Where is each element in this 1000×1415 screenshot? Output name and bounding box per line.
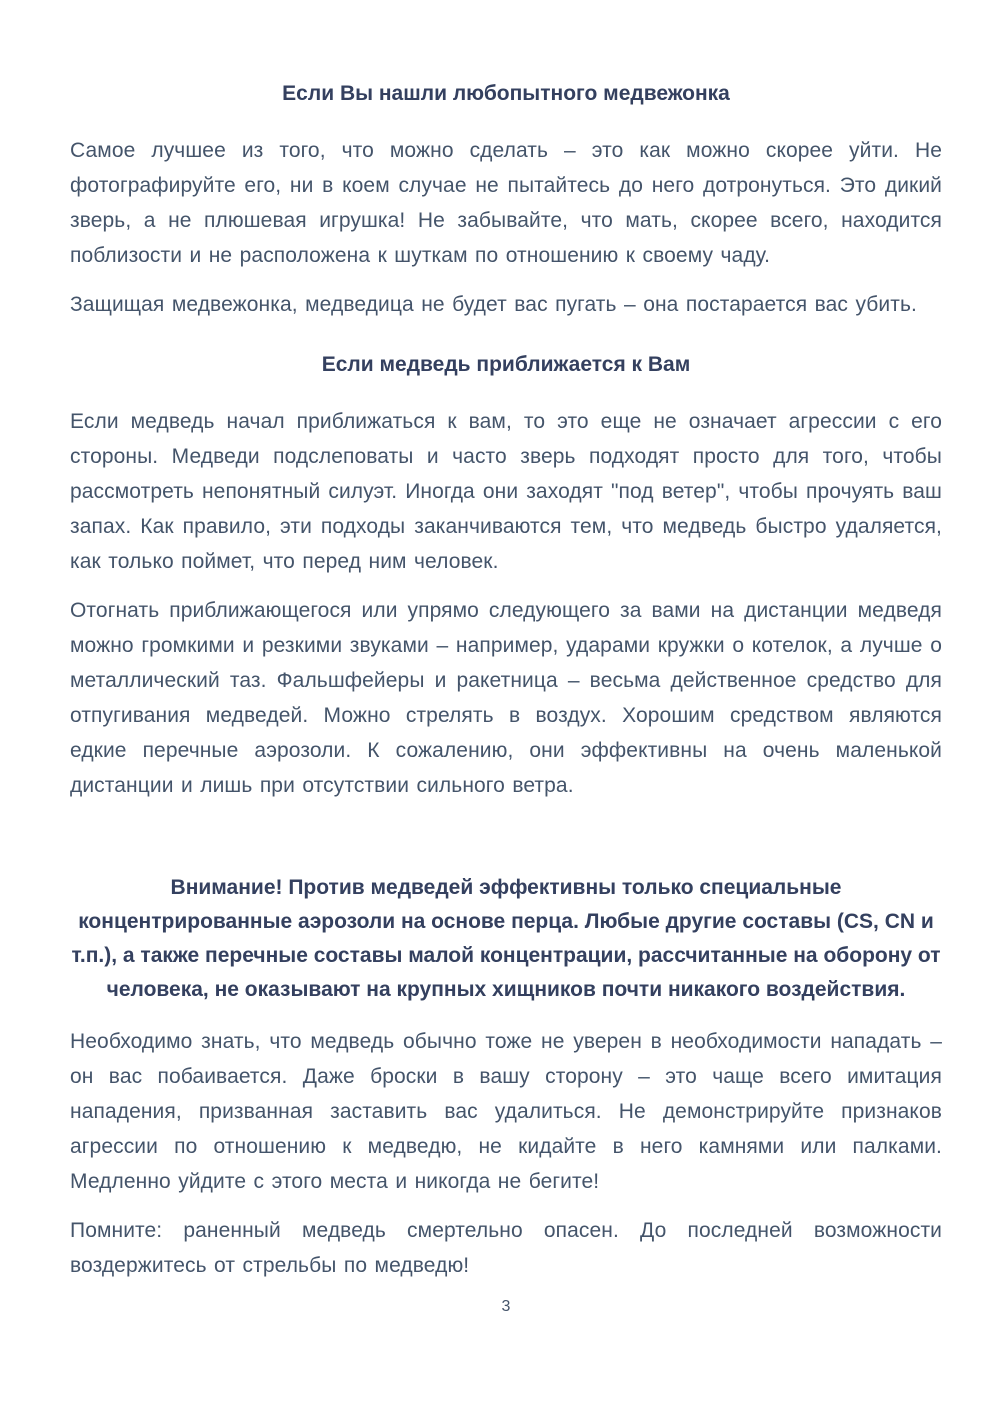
section-heading-found-cub: Если Вы нашли любопытного медвежонка xyxy=(282,82,730,105)
paragraph-wounded-bear: Помните: раненный медведь смертельно опасен. До последней возможности воздержитесь от стрельбы по медведю! xyxy=(70,1219,942,1277)
paragraph-leave-quickly: Самое лучшее из того, что можно сделать – это как можно скорее уйти. Не фотографируйте его, ни в коем случае не пытайтесь до него дотронуться. Это дикий зверь, а не плюшевая игрушка! Не забывайте, что мать, скорее всего, находится поблизости и не расположена к шуткам по отношению к своему чаду. xyxy=(70,139,942,267)
paragraph-scare-away-methods: Отогнать приближающегося или упрямо следующего за вами на дистанции медведя можно громкими и резкими звуками – например, ударами кружки о котелок, а лучше о металлический таз. Фальшфейеры и ракетница – весьма действенное средство для отпугивания медведей. Можно стрелять в воздух. Хорошим средством являются едкие перечные аэрозоли. К сожалению, они эффективны на очень маленькой дистанции и лишь при отсутствии сильного ветра. xyxy=(70,599,942,797)
section-heading-bear-approaches: Если медведь приближается к Вам xyxy=(321,353,691,376)
page-number: 3 xyxy=(501,1298,511,1315)
warning-note-pepper-spray: Внимание! Против медведей эффективны только специальные концентрированные аэрозоли на основе перца. Любые другие составы (CS, CN и т.п.), а также перечные составы малой концентрации, рассчитанные на оборону от человека, не оказывают на крупных хищников почти никакого воздействия. xyxy=(71,876,941,1001)
paragraph-bear-unsure: Необходимо знать, что медведь обычно тоже не уверен в необходимости нападать – он вас побаивается. Даже броски в вашу сторону – это чаще всего имитация нападения, призванная заставить вас удалиться. Не демонстрируйте признаков агрессии по отношению к медведю, не кидайте в него камнями или палками. Медленно уйдите с этого места и никогда не бегите! xyxy=(70,1030,942,1193)
paragraph-approach-not-aggression: Если медведь начал приближаться к вам, то это еще не означает агрессии с его стороны. Медведи подслеповаты и часто зверь подходят просто для того, чтобы рассмотреть непонятный силуэт. Иногда они заходят "под ветер", чтобы прочуять ваш запах. Как правило, эти подходы заканчиваются тем, что медведь быстро удаляется, как только поймет, что перед ним человек. xyxy=(70,410,942,573)
paragraph-mother-bear: Защищая медвежонка, медведица не будет вас пугать – она постарается вас убить. xyxy=(70,293,917,316)
